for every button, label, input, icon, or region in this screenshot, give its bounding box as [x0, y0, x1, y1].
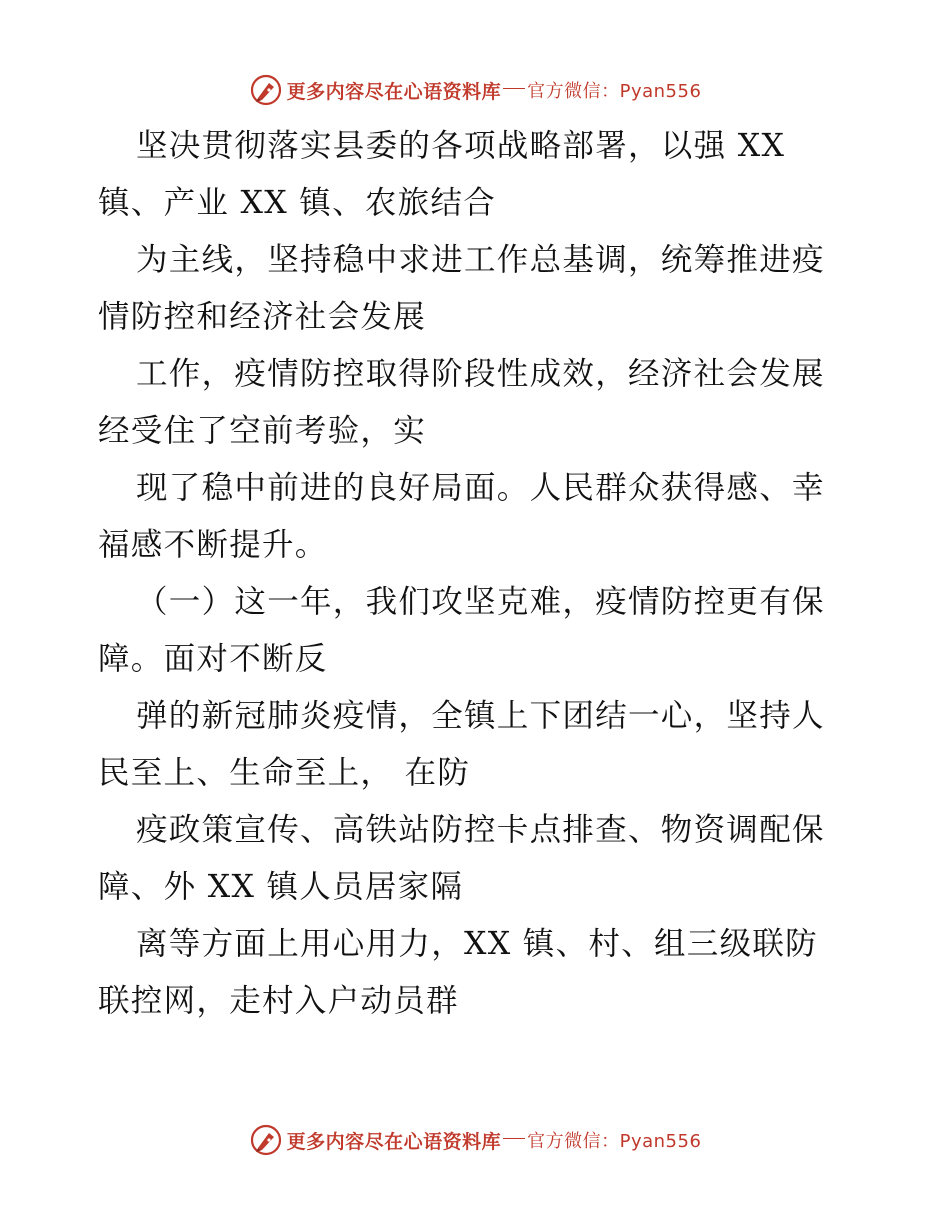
text-line: 障。面对不断反	[98, 641, 328, 677]
watermark-dash	[503, 1138, 525, 1139]
pen-nib-logo-icon	[249, 1123, 283, 1157]
text-line: 障、外 XX 镇人员居家隔	[98, 869, 464, 905]
watermark-sub-text: 官方微信：Pyan556	[527, 1131, 702, 1152]
text-line: 情防控和经济社会发展	[98, 299, 427, 335]
watermark-main-text: 更多内容尽在心语资料库	[286, 80, 502, 103]
text-line: 镇、产业 XX 镇、农旅结合	[98, 185, 497, 221]
document-body	[98, 118, 858, 1030]
text-line: 民至上、生命至上， 在防	[98, 755, 471, 791]
text-line: 坚决贯彻落实县委的各项战略部署，以强 XX	[136, 128, 786, 164]
text-line: 为主线，坚持稳中求进工作总基调，统筹推进疫	[136, 242, 825, 278]
watermark-main-text: 更多内容尽在心语资料库	[286, 1130, 502, 1153]
text-line: 现了稳中前进的良好局面。人民群众获得感、幸	[136, 470, 825, 506]
text-line: （一）这一年，我们攻坚克难，疫情防控更有保	[136, 584, 825, 620]
text-line: 离等方面上用心用力，XX 镇、村、组三级联防	[136, 926, 818, 962]
text-line: 联控网，走村入户动员群	[98, 983, 459, 1019]
text-line: 工作，疫情防控取得阶段性成效，经济社会发展	[136, 356, 825, 392]
text-line: 疫政策宣传、高铁站防控卡点排查、物资调配保	[136, 812, 825, 848]
text-line: 弹的新冠肺炎疫情，全镇上下团结一心，坚持人	[136, 698, 825, 734]
watermark-dash	[503, 88, 525, 89]
header-watermark	[0, 70, 950, 110]
watermark-sub-text: 官方微信：Pyan556	[527, 81, 702, 102]
footer-watermark	[0, 1120, 950, 1160]
pen-nib-logo-icon	[249, 73, 283, 107]
text-line: 经受住了空前考验，实	[98, 413, 427, 449]
text-line: 福感不断提升。	[98, 527, 328, 563]
